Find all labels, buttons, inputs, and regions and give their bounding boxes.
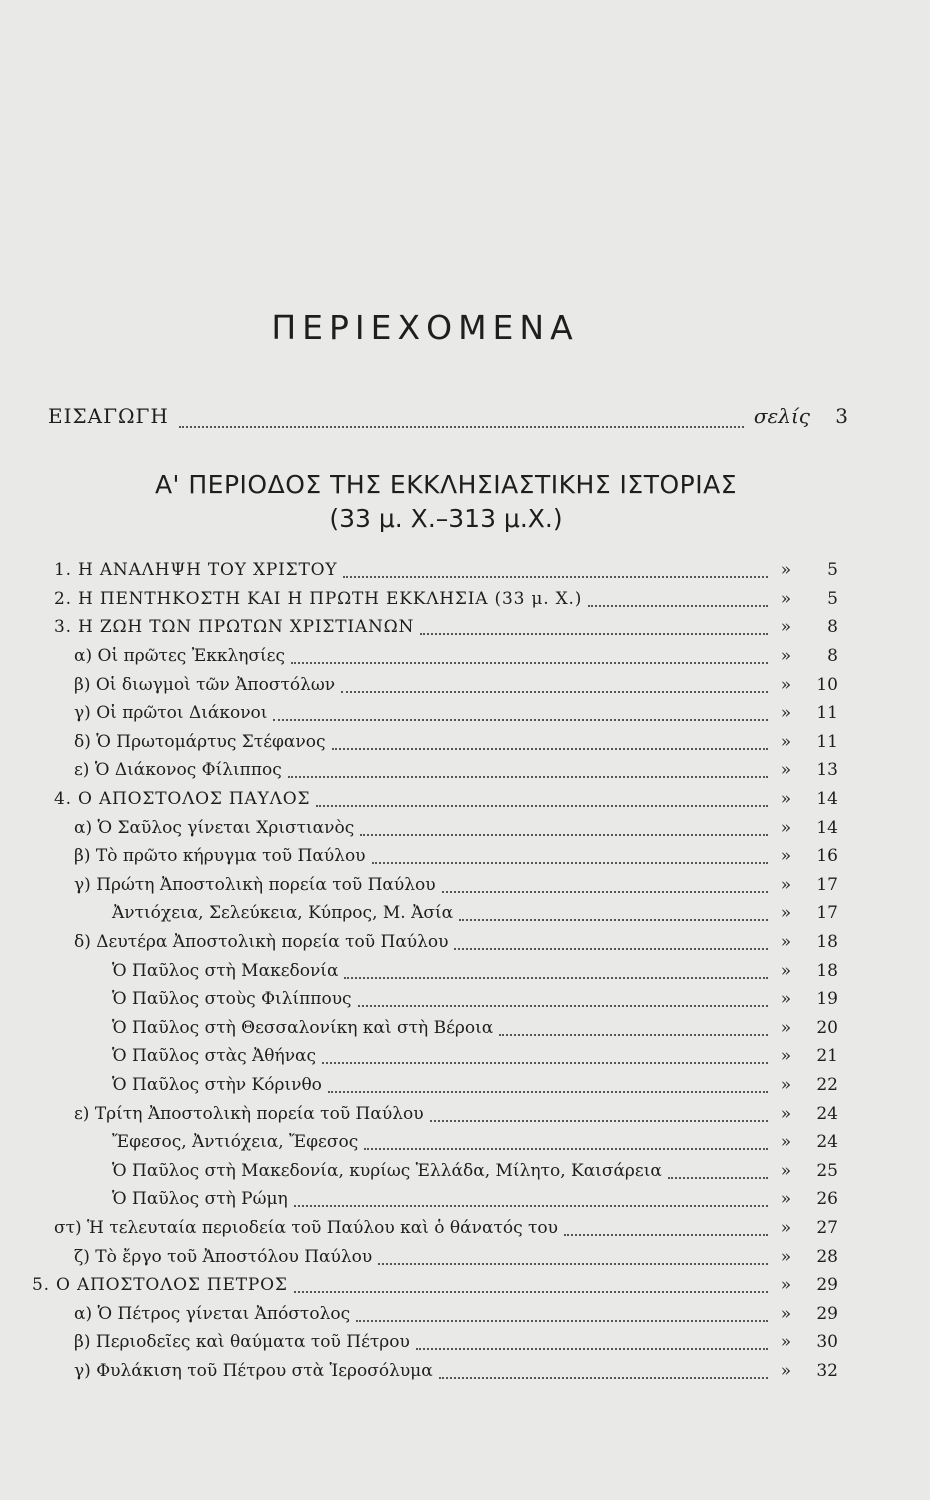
ditto-mark: » bbox=[780, 588, 792, 609]
toc-entry-title: ζ) Τὸ ἔργο τοῦ Ἀποστόλου Παύλου bbox=[74, 1246, 373, 1267]
ditto-mark: » bbox=[780, 674, 792, 695]
ditto-mark: » bbox=[780, 1360, 792, 1381]
toc-entry bbox=[0, 1271, 850, 1300]
intro-entry bbox=[48, 404, 848, 438]
page-word: σελίς bbox=[753, 404, 810, 428]
ditto-mark: » bbox=[780, 1160, 792, 1181]
toc-entry-title: Ἔφεσος, Ἀντιόχεια, Ἔφεσος bbox=[112, 1132, 359, 1153]
toc-page-number: 13 bbox=[816, 760, 838, 781]
toc-entry bbox=[0, 813, 850, 842]
toc-entry-title: β) Περιοδεῖες καὶ θαύματα τοῦ Πέτρου bbox=[74, 1332, 410, 1353]
ditto-mark: » bbox=[780, 1246, 792, 1267]
toc-entry bbox=[0, 1156, 850, 1185]
toc-page-number: 5 bbox=[827, 560, 838, 581]
ditto-mark: » bbox=[780, 703, 792, 724]
toc-entry bbox=[0, 871, 850, 900]
ditto-mark: » bbox=[780, 789, 792, 810]
toc-page-number: 21 bbox=[816, 1046, 838, 1067]
toc-page-number: 8 bbox=[827, 646, 838, 667]
toc-page-number: 5 bbox=[827, 588, 838, 609]
toc-entry bbox=[0, 1128, 850, 1157]
dot-leader bbox=[294, 1291, 768, 1293]
toc-entry bbox=[0, 1299, 850, 1328]
toc-entry-title: Ὁ Παῦλος στὴν Κόρινθο bbox=[112, 1074, 322, 1095]
ditto-mark: » bbox=[780, 903, 792, 924]
toc-entry bbox=[0, 1328, 850, 1357]
toc-entry bbox=[0, 1357, 850, 1386]
toc-page-number: 14 bbox=[816, 789, 838, 810]
dot-leader bbox=[316, 805, 768, 807]
dot-leader bbox=[668, 1177, 768, 1179]
dot-leader bbox=[588, 605, 768, 607]
toc-entry-title: ε) Τρίτη Ἀποστολικὴ πορεία τοῦ Παύλου bbox=[74, 1103, 424, 1124]
dot-leader bbox=[273, 719, 768, 721]
toc-page-number: 29 bbox=[816, 1275, 838, 1296]
toc-page-number: 19 bbox=[816, 989, 838, 1010]
period-heading: Α' ΠΕΡΙΟΔΟΣ ΤΗΣ ΕΚΚΛΗΣΙΑΣΤΙΚΗΣ ΙΣΤΟΡΙΑΣ bbox=[154, 470, 738, 499]
toc-page-number: 16 bbox=[816, 846, 838, 867]
dot-leader bbox=[499, 1034, 768, 1036]
toc-page-number: 18 bbox=[816, 960, 838, 981]
toc-entry bbox=[0, 556, 850, 585]
ditto-mark: » bbox=[780, 760, 792, 781]
toc-entry bbox=[0, 613, 850, 642]
dot-leader bbox=[341, 691, 768, 693]
toc-entry bbox=[0, 1214, 850, 1243]
ditto-mark: » bbox=[780, 1103, 792, 1124]
toc-entry-title: Ἀντιόχεια, Σελεύκεια, Κύπρος, Μ. Ἀσία bbox=[112, 903, 454, 924]
ditto-mark: » bbox=[780, 932, 792, 953]
dot-leader bbox=[343, 576, 768, 578]
ditto-mark: » bbox=[780, 1275, 792, 1296]
dot-leader bbox=[360, 834, 768, 836]
ditto-mark: » bbox=[780, 1303, 792, 1324]
toc-entry bbox=[0, 1014, 850, 1043]
toc-entry bbox=[0, 842, 850, 871]
dot-leader bbox=[372, 862, 768, 864]
intro-label: ΕΙΣΑΓΩΓΗ bbox=[48, 404, 169, 428]
toc-entry bbox=[0, 699, 850, 728]
toc-page-number: 10 bbox=[816, 674, 838, 695]
dot-leader bbox=[332, 748, 769, 750]
toc-entry bbox=[0, 1042, 850, 1071]
ditto-mark: » bbox=[780, 817, 792, 838]
toc-entry-title: 5. Ο ΑΠΟΣΤΟΛΟΣ ΠΕΤΡΟΣ bbox=[32, 1275, 288, 1296]
ditto-mark: » bbox=[780, 1046, 792, 1067]
toc-entry-title: γ) Φυλάκιση τοῦ Πέτρου στὰ Ἱεροσόλυμα bbox=[74, 1360, 433, 1381]
dot-leader bbox=[459, 919, 768, 921]
toc-entry-title: 3. Η ΖΩΗ ΤΩΝ ΠΡΩΤΩΝ ΧΡΙΣΤΙΑΝΩΝ bbox=[54, 617, 415, 638]
toc-entry-title: Ὁ Παῦλος στοὺς Φιλίππους bbox=[112, 989, 352, 1010]
dot-leader bbox=[378, 1263, 768, 1265]
toc-entry-title: α) Ὁ Σαῦλος γίνεται Χριστιανὸς bbox=[74, 817, 355, 838]
page-title: ΠΕΡΙΕΧΟΜΕΝΑ bbox=[271, 308, 579, 347]
ditto-mark: » bbox=[780, 1132, 792, 1153]
toc-page-number: 30 bbox=[816, 1332, 838, 1353]
toc-entry bbox=[0, 1185, 850, 1214]
toc-entry-title: 4. Ο ΑΠΟΣΤΟΛΟΣ ΠΑΥΛΟΣ bbox=[54, 789, 311, 810]
toc-entry-title: γ) Πρώτη Ἀποστολικὴ πορεία τοῦ Παύλου bbox=[74, 874, 436, 895]
toc-entry bbox=[0, 585, 850, 614]
toc-entry-title: Ὁ Παῦλος στὴ Θεσσαλονίκη καὶ στὴ Βέροια bbox=[112, 1017, 494, 1038]
toc-entry bbox=[0, 1071, 850, 1100]
toc-entry bbox=[0, 928, 850, 957]
toc-page-number: 17 bbox=[816, 874, 838, 895]
dot-leader bbox=[358, 1005, 768, 1007]
dot-leader bbox=[291, 662, 768, 664]
ditto-mark: » bbox=[780, 617, 792, 638]
dot-leader bbox=[179, 426, 744, 428]
toc-entry bbox=[0, 985, 850, 1014]
dot-leader bbox=[294, 1205, 768, 1207]
ditto-mark: » bbox=[780, 960, 792, 981]
toc-entry-title: Ὁ Παῦλος στὴ Μακεδονία, κυρίως Ἑλλάδα, Μίλητο, Καισάρεια bbox=[112, 1160, 662, 1181]
toc-entry-title: ε) Ὁ Διάκονος Φίλιππος bbox=[74, 760, 282, 781]
toc-entry-title: α) Οἱ πρῶτες Ἐκκλησίες bbox=[74, 646, 285, 667]
period-dates: (33 μ. Χ.–313 μ.Χ.) bbox=[329, 504, 563, 533]
toc-entry-title: α) Ὁ Πέτρος γίνεται Ἀπόστολος bbox=[74, 1303, 351, 1324]
toc-page-number: 32 bbox=[816, 1360, 838, 1381]
toc-page-number: 26 bbox=[816, 1189, 838, 1210]
ditto-mark: » bbox=[780, 1332, 792, 1353]
toc-page-number: 11 bbox=[816, 731, 838, 752]
toc-entry bbox=[0, 642, 850, 671]
toc-page-number: 24 bbox=[816, 1103, 838, 1124]
ditto-mark: » bbox=[780, 1189, 792, 1210]
toc-entry bbox=[0, 756, 850, 785]
ditto-mark: » bbox=[780, 1217, 792, 1238]
ditto-mark: » bbox=[780, 846, 792, 867]
table-of-contents bbox=[0, 556, 930, 1385]
ditto-mark: » bbox=[780, 989, 792, 1010]
toc-entry-title: Ὁ Παῦλος στὴ Ρώμη bbox=[112, 1189, 288, 1210]
toc-entry-title: 2. Η ΠΕΝΤΗΚΟΣΤΗ ΚΑΙ Η ΠΡΩΤΗ ΕΚΚΛΗΣΙΑ (33 μ. Χ.) bbox=[54, 588, 583, 609]
toc-entry-title: β) Τὸ πρῶτο κήρυγμα τοῦ Παύλου bbox=[74, 846, 366, 867]
toc-entry-title: δ) Δευτέρα Ἀποστολικὴ πορεία τοῦ Παύλου bbox=[74, 932, 449, 953]
toc-entry bbox=[0, 670, 850, 699]
ditto-mark: » bbox=[780, 560, 792, 581]
toc-page-number: 28 bbox=[816, 1246, 838, 1267]
toc-entry-title: 1. Η ΑΝΑΛΗΨΗ ΤΟΥ ΧΡΙΣΤΟΥ bbox=[54, 560, 338, 581]
toc-entry bbox=[0, 785, 850, 814]
dot-leader bbox=[430, 1120, 768, 1122]
dot-leader bbox=[420, 633, 768, 635]
toc-page-number: 18 bbox=[816, 932, 838, 953]
toc-page-number: 8 bbox=[827, 617, 838, 638]
toc-page-number: 17 bbox=[816, 903, 838, 924]
ditto-mark: » bbox=[780, 731, 792, 752]
dot-leader bbox=[454, 948, 768, 950]
toc-entry-title: β) Οἱ διωγμοὶ τῶν Ἀποστόλων bbox=[74, 674, 336, 695]
toc-entry-title: στ) Ἡ τελευταία περιοδεία τοῦ Παύλου καὶ ὁ θάνατός του bbox=[54, 1217, 558, 1238]
ditto-mark: » bbox=[780, 1017, 792, 1038]
intro-page-number: 3 bbox=[835, 404, 848, 428]
toc-entry-title: Ὁ Παῦλος στὴ Μακεδονία bbox=[112, 960, 339, 981]
dot-leader bbox=[322, 1062, 768, 1064]
toc-entry bbox=[0, 728, 850, 757]
dot-leader bbox=[364, 1148, 768, 1150]
toc-entry bbox=[0, 956, 850, 985]
toc-page-number: 24 bbox=[816, 1132, 838, 1153]
dot-leader bbox=[564, 1234, 768, 1236]
dot-leader bbox=[439, 1377, 768, 1379]
ditto-mark: » bbox=[780, 646, 792, 667]
dot-leader bbox=[288, 776, 768, 778]
toc-entry-title: Ὁ Παῦλος στὰς Ἀθήνας bbox=[112, 1046, 317, 1067]
toc-page-number: 22 bbox=[816, 1074, 838, 1095]
toc-page-number: 25 bbox=[816, 1160, 838, 1181]
toc-page-number: 14 bbox=[816, 817, 838, 838]
toc-page-number: 11 bbox=[816, 703, 838, 724]
dot-leader bbox=[344, 977, 768, 979]
toc-entry bbox=[0, 1099, 850, 1128]
toc-page-number: 29 bbox=[816, 1303, 838, 1324]
toc-page-number: 20 bbox=[816, 1017, 838, 1038]
dot-leader bbox=[356, 1320, 768, 1322]
dot-leader bbox=[328, 1091, 768, 1093]
toc-entry-title: δ) Ὁ Πρωτομάρτυς Στέφανος bbox=[74, 731, 326, 752]
toc-entry bbox=[0, 899, 850, 928]
ditto-mark: » bbox=[780, 1074, 792, 1095]
toc-page-number: 27 bbox=[816, 1217, 838, 1238]
toc-entry bbox=[0, 1242, 850, 1271]
toc-entry-title: γ) Οἱ πρῶτοι Διάκονοι bbox=[74, 703, 268, 724]
ditto-mark: » bbox=[780, 874, 792, 895]
dot-leader bbox=[416, 1348, 768, 1350]
dot-leader bbox=[442, 891, 768, 893]
